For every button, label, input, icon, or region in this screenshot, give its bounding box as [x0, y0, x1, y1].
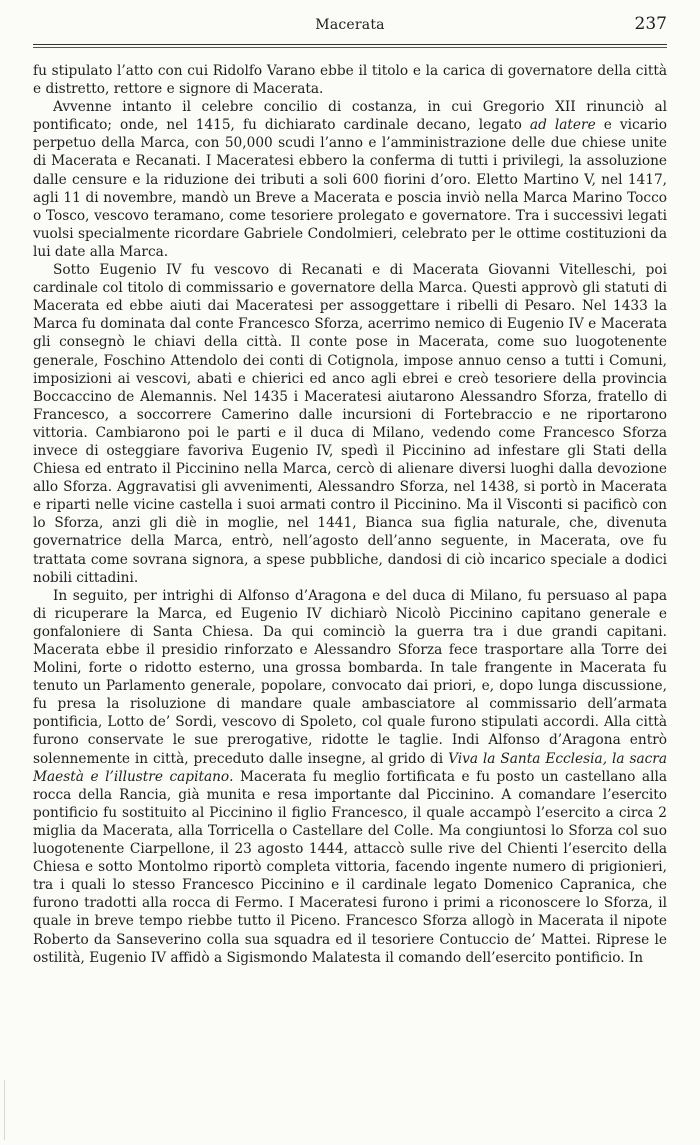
paragraph-2-italic: ad latere [529, 117, 596, 134]
running-title: Macerata [315, 17, 385, 33]
paragraph-4 [33, 587, 667, 967]
paragraph-4-italic: Viva la Santa Ecclesia, la sacra Maestà e l’illustre capitano [33, 750, 668, 785]
header-rule [33, 44, 667, 48]
paragraph-3 [33, 261, 667, 587]
running-head [33, 14, 667, 36]
paragraph-2-text-a: Avvenne intanto il celebre concilio di costanza, in cui Gregorio XII rinunciò al pontificato; onde, nel 1415, fu dichiarato cardinale decano, legato [33, 99, 667, 134]
paragraph-1 [33, 62, 667, 98]
paragraph-2-text-b: e vicario perpetuo della Marca, con 50,000 scudi l’anno e l’amministrazione delle due chiese unite di Macerata e Recanati. I Maceratesi ebbero la conferma di tutti i privilegi, la assoluzione dalle censure e la riduzione dei tributi a soli 600 fiorini d’oro. Eletto Martino V, nel 1417, agli 11 di novembre, mandò un Breve a Macerata e poscia inviò nella Marca Marino Tocco o Tosco, vescovo teramano, come tesoriere prolegato e governatore. Tra i successivi legati vuolsi specialmente ricordare Gabriele Condolmieri, celebrato per le ottime costituzioni da lui date alla Marca. [33, 117, 667, 260]
paragraph-2 [33, 98, 667, 261]
paragraph-4-text-b: . Macerata fu meglio fortificata e fu posto un castellano alla rocca della Rancia, già munita e resa importante dal Piccinino. A comandare l’esercito pontificio fu sostituito al Piccinino il figlio Francesco, il quale accampò l’esercito a circa 2 miglia da Macerata, alla Torricella o Castellare del Colle. Ma congiuntosi lo Sforza col suo luogotenente Ciarpellone, il 23 agosto 1444, attaccò sulle rive del Chienti l’esercito della Chiesa e sotto Montolmo riportò completa vittoria, facendo ingente numero di prigionieri, tra i quali lo stesso Francesco Piccinino e il cardinale legato Domenico Capranica, che furono tradotti alla rocca di Fermo. I Maceratesi furono i primi a riconoscere lo Sforza, il quale in breve tempo riebbe tutto il Piceno. Francesco Sforza allogò in Macerata il nipote Roberto da Sanseverino colla sua squadra ed il tesoriere Contuccio de’ Mattei. Riprese le ostilità, Eugenio IV affidò a Sigismondo Malatesta il comando dell’esercito pontificio. In [33, 768, 668, 966]
body-text [33, 62, 667, 967]
paragraph-3-text: Sotto Eugenio IV fu vescovo di Recanati e di Macerata Giovanni Vitelleschi, poi cardinale col titolo di commissario e governatore della Marca. Questi approvò gli statuti di Macerata ed ebbe aiuti dai Maceratesi per assoggettare i ribelli di Pesaro. Nel 1433 la Marca fu dominata dal conte Francesco Sforza, acerrimo nemico di Eugenio IV e Macerata gli consegnò le chiavi della città. Il conte pose in Macerata, come suo luogotenente generale, Foschino Attendolo dei conti di Cotignola, impose annuo censo a tutti i Comuni, imposizioni ai vescovi, abati e chierici ed anco agli ebrei e creò tesoriere della provincia Boccaccino de Alemannis. Nel 1435 i Maceratesi aiutarono Alessandro Sforza, fratello di Francesco, a soccorrere Camerino dalle incursioni di Fortebraccio e ne riportarono vittoria. Cambiarono poi le parti e il duca di Milano, vedendo come Francesco Sforza invece di osteggiare favoriva Eugenio IV, spedì il Piccinino ad infestare gli Stati della Chiesa ed entrato il Piccinino nella Marca, cercò di alienare diversi luoghi dalla devozione allo Sforza. Aggravatisi gli avvenimenti, Alessandro Sforza, nel 1438, si portò in Macerata e riparti nelle vicine castella i suoi armati contro il Piccinino. Ma il Visconti si pacificò con lo Sforza, anzi gli diè in moglie, nel 1441, Bianca sua figlia naturale, che, divenuta governatrice della Marca, entrò, nell’agosto dell’anno seguente, in Macerata, ove fu trattata come sovrana signora, a spese pubbliche, dandosi di ciò incarico speciale a dodici nobili cittadini. [33, 262, 667, 586]
gutter-mark [4, 1080, 5, 1140]
page-number: 237 [634, 14, 667, 34]
paragraph-4-text-a: In seguito, per intrighi di Alfonso d’Aragona e del duca di Milano, fu persuaso al papa di ricuperare la Marca, ed Eugenio IV dichiarò Nicolò Piccinino capitano generale e gonfaloniere di Santa Chiesa. Da qui cominciò la guerra tra i due grandi capitani. Macerata ebbe il presidio rinforzato e Alessandro Sforza fece trasportare alla Torre dei Molini, forte o ridotto esterno, una grossa bombarda. In tale frangente in Macerata fu tenuto un Parlamento generale, popolare, convocato dai priori, e, dopo lunga discussione, fu presa la risoluzione di mandare quale ambasciatore al commissario dell’armata pontificia, Lotto de’ Sordi, vescovo di Spoleto, col quale furono stipulati accordi. Alla città furono conservate le sue prerogative, ridotte le taglie. Indi Alfonso d’Aragona entrò solennemente in città, preceduto dalle insegne, al grido di [33, 587, 667, 767]
paragraph-1-text: fu stipulato l’atto con cui Ridolfo Varano ebbe il titolo e la carica di governatore della città e distretto, rettore e signore di Macerata. [33, 63, 667, 98]
